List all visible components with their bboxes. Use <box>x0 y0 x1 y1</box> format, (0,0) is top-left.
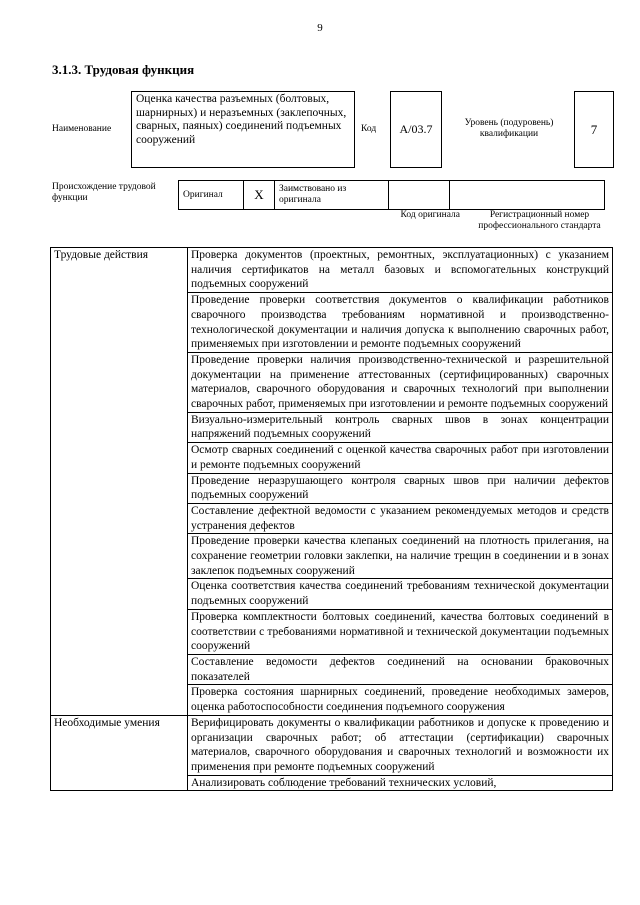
skill-item: Верифицировать документы о квалификации работников и допуске к проведению и организации сварочных работ; об аттестации (сертификации) сварочных материалов, сварочного оборудования и сварочных технологий и возможности их применения при ремонте подъемных сооружений <box>188 715 613 775</box>
reg-number-cell <box>450 181 605 210</box>
action-item: Проведение проверки наличия производственно-технической и разрешительной документации на применение аттестованных (сертифицированных) сварочных материалов, сварочного оборудования и сварочных технологий при выполнении сварочных работ, применяемых при изготовлении и ремонте подъемных сооружений <box>188 352 613 412</box>
action-item: Проведение неразрушающего контроля сварных швов при наличии дефектов подъемных сооружений <box>188 473 613 503</box>
original-code-cell <box>389 181 450 210</box>
level-value: 7 <box>574 91 614 168</box>
action-item: Проверка комплектности болтовых соединений, качества болтовых соединений в соответствии с требованиями нормативной и технической документации подъемных сооружений <box>188 609 613 654</box>
actions-category: Трудовые действия <box>51 248 188 716</box>
code-value: А/03.7 <box>390 91 442 168</box>
action-item: Визуально-измерительный контроль сварных швов в зонах концентрации напряжений подъемных сооружений <box>188 412 613 442</box>
name-label: Наименование <box>52 124 112 134</box>
table-row <box>51 715 613 775</box>
section-title: 3.1.3. Трудовая функция <box>52 62 195 77</box>
reg-caption: Регистрационный номер профессионального стандарта <box>478 210 601 231</box>
skill-item: Анализировать соблюдение требований технических условий, <box>188 775 613 791</box>
table-row <box>51 248 613 293</box>
action-item: Проверка состояния шарнирных соединений, проведение необходимых замеров, оценка работоспособности соединения подъемного сооружения <box>188 685 613 715</box>
action-item: Составление дефектной ведомости с указанием рекомендуемых методов и средств устранения дефектов <box>188 503 613 533</box>
page-number: 9 <box>317 22 323 34</box>
origin-label: Происхождение трудовой функции <box>52 182 156 203</box>
action-item: Проверка документов (проектных, ремонтных, эксплуатационных) с указанием наличия сертификатов на металл базовых и вспомогательных конструкций подъемных сооружений <box>188 248 613 293</box>
function-name-value: Оценка качества разъемных (болтовых, шарнирных) и неразъемных (заклепочных, сварных, паяных) соединений подъемных сооружений <box>131 91 355 168</box>
function-table <box>50 247 613 791</box>
action-item: Проведение проверки соответствия документов о квалификации работников сварочного производства требованиям нормативной и производственно-технологической документации и наличия допуска к выполнению сварочных работ, применяемых при изготовлении и ремонте подъемных сооружений <box>188 293 613 353</box>
original-cell: Оригинал <box>179 181 244 210</box>
action-item: Оценка соответствия качества соединений требованиям технической документации подъемных сооружений <box>188 579 613 609</box>
level-label: Уровень (подуровень) квалификации <box>464 118 554 139</box>
borrowed-cell: Заимствовано из оригинала <box>275 181 389 210</box>
action-item: Проведение проверки качества клепаных соединений на плотность прилегания, на сохранение геометрии головки заклепки, на наличие трещин в соединении и в зонах заклепок подъемных сооружений <box>188 534 613 579</box>
action-item: Осмотр сварных соединений с оценкой качества сварочных работ при изготовлении и ремонте подъемных сооружений <box>188 443 613 473</box>
skills-category: Необходимые умения <box>51 715 188 791</box>
code-caption: Код оригинала <box>400 210 460 220</box>
code-label: Код <box>361 124 377 134</box>
original-mark: X <box>244 181 275 210</box>
origin-table <box>178 180 605 210</box>
action-item: Составление ведомости дефектов соединений на основании браковочных показателей <box>188 654 613 684</box>
